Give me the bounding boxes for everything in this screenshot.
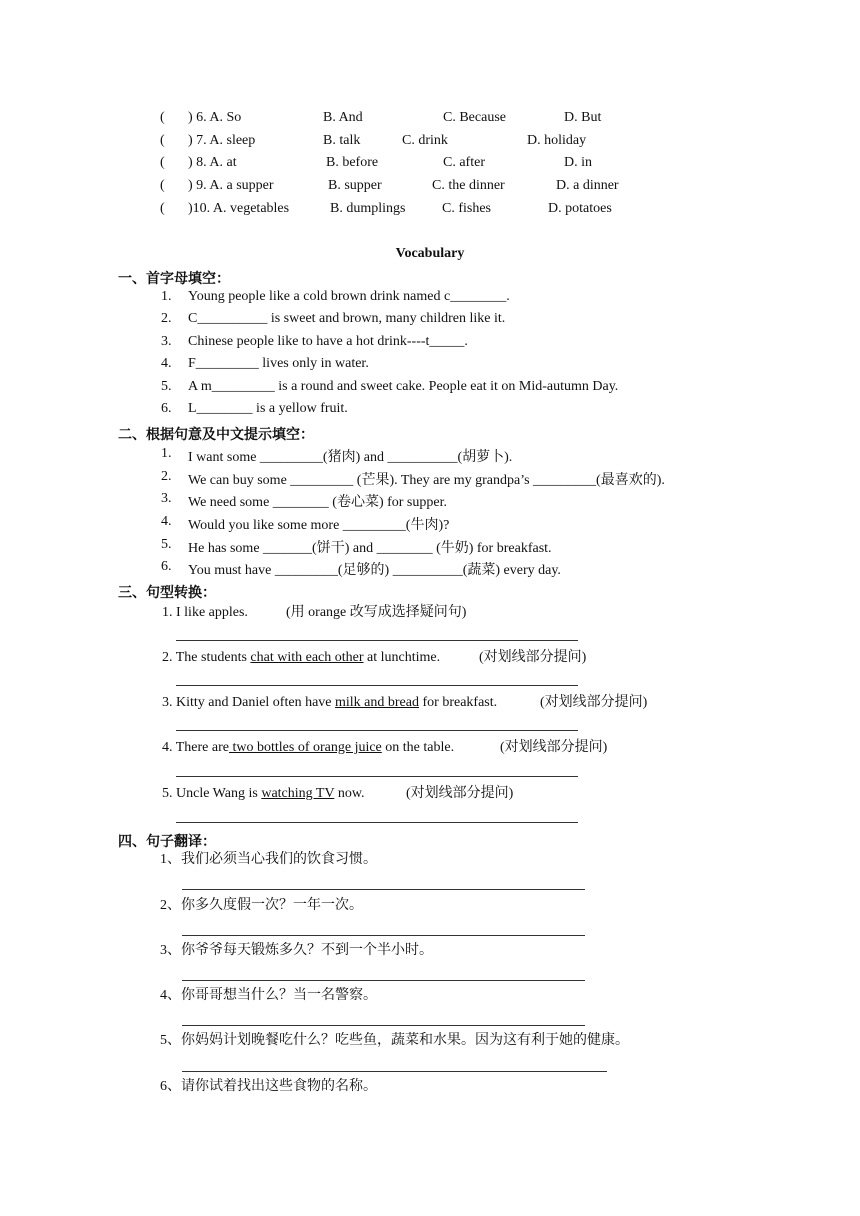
item-number: 5. (161, 537, 172, 552)
mcq-paren: ( (160, 201, 165, 216)
answer-line[interactable] (176, 776, 578, 777)
question-text-end: at lunchtime. (363, 650, 441, 665)
section-heading-2: 二、根据句意及中文提示填空： (118, 428, 314, 443)
mcq-option-d: D. a dinner (556, 178, 619, 193)
question-text: 2. The students (162, 650, 251, 665)
mcq-option-a: ) 9. A. a supper (188, 178, 274, 193)
mcq-option-a: ) 8. A. at (188, 155, 237, 170)
item-text: We need some ________ (卷心菜) for supper. (188, 495, 447, 510)
mcq-option-d: D. potatoes (548, 201, 612, 216)
item-number: 5. (161, 379, 172, 394)
mcq-option-c: C. after (443, 155, 485, 170)
question-hint: (对划线部分提问) (540, 695, 648, 710)
item-text: We can buy some _________ (芒果). They are my grandpa’s _________(最喜欢的). (188, 473, 665, 488)
mcq-option-b: B. supper (328, 178, 382, 193)
mcq-row (160, 201, 720, 219)
mcq-option-a: ) 7. A. sleep (188, 133, 256, 148)
mcq-option-c: C. the dinner (432, 178, 505, 193)
question-text: 5. Uncle Wang is (162, 786, 262, 801)
translation-item: 5、你妈妈计划晚餐吃什么？吃些鱼，蔬菜和水果。因为这有利于她的健康。 (160, 1033, 629, 1048)
underlined-phrase: chat with each other (250, 650, 364, 665)
mcq-paren: ( (160, 110, 165, 125)
item-text: L________ is a yellow fruit. (188, 401, 348, 416)
item-text: F_________ lives only in water. (188, 356, 369, 371)
transform-question (162, 786, 365, 802)
answer-line[interactable] (176, 730, 578, 731)
section-title: Vocabulary (395, 246, 465, 261)
item-text: Would you like some more _________(牛肉)? (188, 518, 450, 533)
mcq-option-b: B. talk (323, 133, 361, 148)
mcq-option-b: B. And (323, 110, 363, 125)
question-hint: (对划线部分提问) (500, 740, 608, 755)
item-text: C__________ is sweet and brown, many children like it. (188, 311, 506, 326)
underlined-phrase: milk and bread (335, 695, 419, 710)
mcq-option-a: ) 6. A. So (188, 110, 242, 125)
answer-line[interactable] (182, 889, 585, 890)
section-heading-1: 一、首字母填空： (118, 272, 230, 287)
transform-question (162, 650, 440, 666)
mcq-option-c: C. fishes (442, 201, 491, 216)
transform-question (162, 740, 454, 756)
item-number: 2. (161, 469, 172, 484)
mcq-row (160, 178, 720, 196)
transform-question (162, 605, 248, 621)
question-text: 4. There are (162, 740, 229, 755)
underlined-phrase: watching TV (261, 786, 335, 801)
answer-line[interactable] (182, 935, 585, 936)
translation-item: 6、请你试着找出这些食物的名称。 (160, 1079, 377, 1094)
translation-item: 2、你多久度假一次？一年一次。 (160, 898, 363, 913)
translation-item: 3、你爷爷每天锻炼多久？不到一个半小时。 (160, 943, 433, 958)
mcq-option-d: D. in (564, 155, 592, 170)
question-hint: (对划线部分提问) (479, 650, 587, 665)
answer-line[interactable] (176, 640, 578, 641)
mcq-option-b: B. dumplings (330, 201, 406, 216)
mcq-row (160, 155, 720, 173)
translation-item: 4、你哥哥想当什么？当一名警察。 (160, 988, 377, 1003)
question-hint: (用 orange 改写成选择疑问句) (286, 605, 467, 620)
mcq-option-d: D. But (564, 110, 602, 125)
mcq-paren: ( (160, 155, 165, 170)
item-number: 6. (161, 401, 172, 416)
question-text-end: now. (334, 786, 365, 801)
mcq-paren: ( (160, 178, 165, 193)
mcq-option-d: D. holiday (527, 133, 587, 148)
mcq-option-c: C. Because (443, 110, 506, 125)
mcq-option-c: C. drink (402, 133, 448, 148)
item-number: 1. (161, 446, 172, 461)
mcq-option-a: )10. A. vegetables (188, 201, 290, 216)
question-text-end: for breakfast. (419, 695, 498, 710)
item-number: 6. (161, 559, 172, 574)
item-text: He has some _______(饼干) and ________ (牛奶) for breakfast. (188, 541, 552, 556)
answer-line[interactable] (182, 1025, 585, 1026)
item-text: A m_________ is a round and sweet cake. People eat it on Mid-autumn Day. (188, 379, 619, 394)
section-heading-3: 三、句型转换： (118, 586, 216, 601)
mcq-option-b: B. before (326, 155, 379, 170)
translation-item: 1、我们必须当心我们的饮食习惯。 (160, 852, 377, 867)
mcq-paren: ( (160, 133, 165, 148)
mcq-row (160, 133, 720, 151)
answer-line[interactable] (176, 685, 578, 686)
mcq-row (160, 110, 720, 128)
item-number: 4. (161, 356, 172, 371)
question-text: 1. I like apples. (162, 605, 248, 620)
item-number: 4. (161, 514, 172, 529)
section-heading-4: 四、句子翻译： (118, 835, 216, 850)
answer-line[interactable] (182, 1071, 607, 1072)
question-text: 3. Kitty and Daniel often have (162, 695, 336, 710)
item-number: 2. (161, 311, 172, 326)
item-number: 1. (161, 289, 172, 304)
item-text: Young people like a cold brown drink named c________. (188, 289, 510, 304)
item-number: 3. (161, 491, 172, 506)
underlined-phrase: two bottles of orange juice (228, 740, 382, 755)
question-hint: (对划线部分提问) (406, 786, 514, 801)
question-text-end: on the table. (381, 740, 455, 755)
item-text: I want some _________(猪肉) and __________(胡萝卜). (188, 450, 513, 465)
transform-question (162, 695, 497, 711)
item-text: Chinese people like to have a hot drink----t_____. (188, 334, 468, 349)
answer-line[interactable] (176, 822, 578, 823)
item-number: 3. (161, 334, 172, 349)
item-text: You must have _________(足够的) __________(蔬菜) every day. (188, 563, 561, 578)
answer-line[interactable] (182, 980, 585, 981)
